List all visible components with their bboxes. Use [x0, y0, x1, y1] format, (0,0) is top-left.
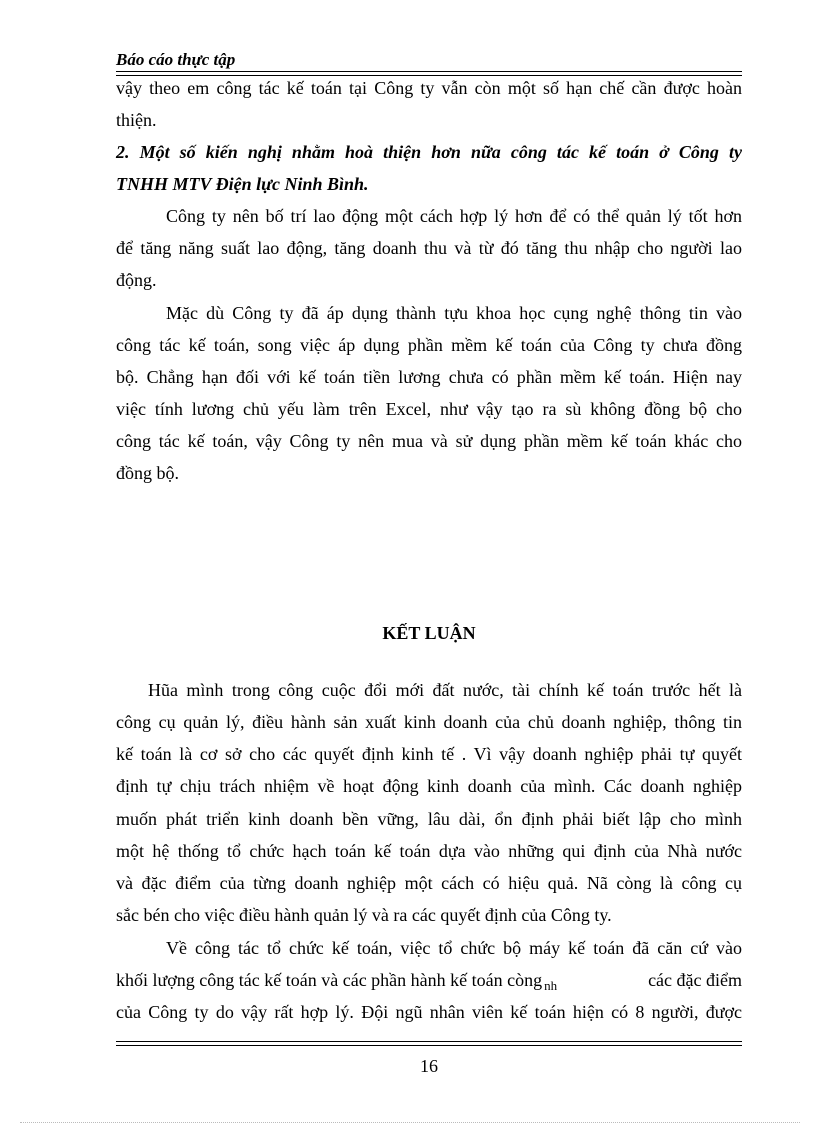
body-line: bộ. Chẳng hạn đối với kế toán tiền lương chưa có phần mềm kế toán. Hiện nay: [116, 367, 742, 387]
body-line: động.: [116, 270, 157, 290]
body-line: vậy theo em công tác kế toán tại Công ty vẫn còn một số hạn chế cần được hoàn: [116, 78, 742, 98]
body-line: công tác kế toán, vậy Công ty nên mua và sử dụng phần mềm kế toán khác cho: [116, 431, 742, 451]
body-line: Về công tác tổ chức kế toán, việc tổ chức bộ máy kế toán đã căn cứ vào: [166, 938, 742, 958]
body-line: kế toán là cơ sở cho các quyết định kinh tế . Vì vậy doanh nghiệp phải tự quyết: [116, 744, 742, 764]
body-line: để tăng năng suất lao động, tăng doanh thu và từ đó tăng thu nhập cho người lao: [116, 238, 742, 258]
body-line: [116, 969, 742, 993]
body-line: thiện.: [116, 110, 157, 130]
body-line-part: [116, 969, 559, 993]
section-heading: TNHH MTV Điện lực Ninh Bình.: [116, 174, 369, 194]
header-rule-top: [116, 71, 742, 72]
body-line: muốn phát triển kinh doanh bền vững, lâu dài, ổn định phải biết lập cho mình: [116, 809, 742, 829]
body-line: sắc bén cho việc điều hành quản lý và ra các quyết định của Công ty.: [116, 905, 612, 925]
body-line-end: các đặc điểm: [648, 970, 742, 990]
body-line: và đặc điểm của từng doanh nghiệp một cách có hiệu quả. Nã còng là công cụ: [116, 873, 742, 893]
body-line: công tác kế toán, song việc áp dụng phần mềm kế toán của Công ty chưa đồng: [116, 335, 742, 355]
body-line: đồng bộ.: [116, 463, 179, 483]
body-line: công cụ quản lý, điều hành sản xuất kinh doanh của chủ doanh nghiệp, thông tin: [116, 712, 742, 732]
body-line: Công ty nên bố trí lao động một cách hợp lý hơn để có thể quản lý tốt hơn: [166, 206, 742, 226]
body-line: Mặc dù Công ty đã áp dụng thành tựu khoa học cụng nghệ thông tin vào: [166, 303, 742, 323]
section-heading: 2. Một số kiến nghị nhằm hoà thiện hơn nữa công tác kế toán ở Công ty: [116, 142, 742, 162]
body-line: định tự chịu trách nhiệm về hoạt động kinh doanh của mình. Các doanh nghiệp: [116, 776, 742, 796]
page-header: Báo cáo thực tập: [116, 50, 236, 69]
page-number: 16: [420, 1056, 438, 1076]
subscript-text: nh: [544, 978, 558, 993]
body-line: một hệ thống tổ chức hạch toán kế toán dựa vào những qui định của Nhà nước: [116, 841, 742, 861]
footer-rule-top: [116, 1041, 742, 1042]
footer-rule-bottom: [116, 1045, 742, 1046]
body-line: của Công ty do vậy rất hợp lý. Đội ngũ nhân viên kế toán hiện có 8 người, được: [116, 1002, 742, 1022]
conclusion-title: KẾT LUẬN: [382, 623, 476, 643]
header-rule-bottom: [116, 75, 742, 76]
body-line-text: khối lượng công tác kế toán và các phần hành kế toán còng: [116, 970, 543, 990]
body-line: việc tính lương chủ yếu làm trên Excel, như vậy tạo ra sù không đồng bộ cho: [116, 399, 742, 419]
body-line: Hũa mình trong công cuộc đổi mới đất nước, tài chính kế toán trước hết là: [148, 680, 742, 700]
